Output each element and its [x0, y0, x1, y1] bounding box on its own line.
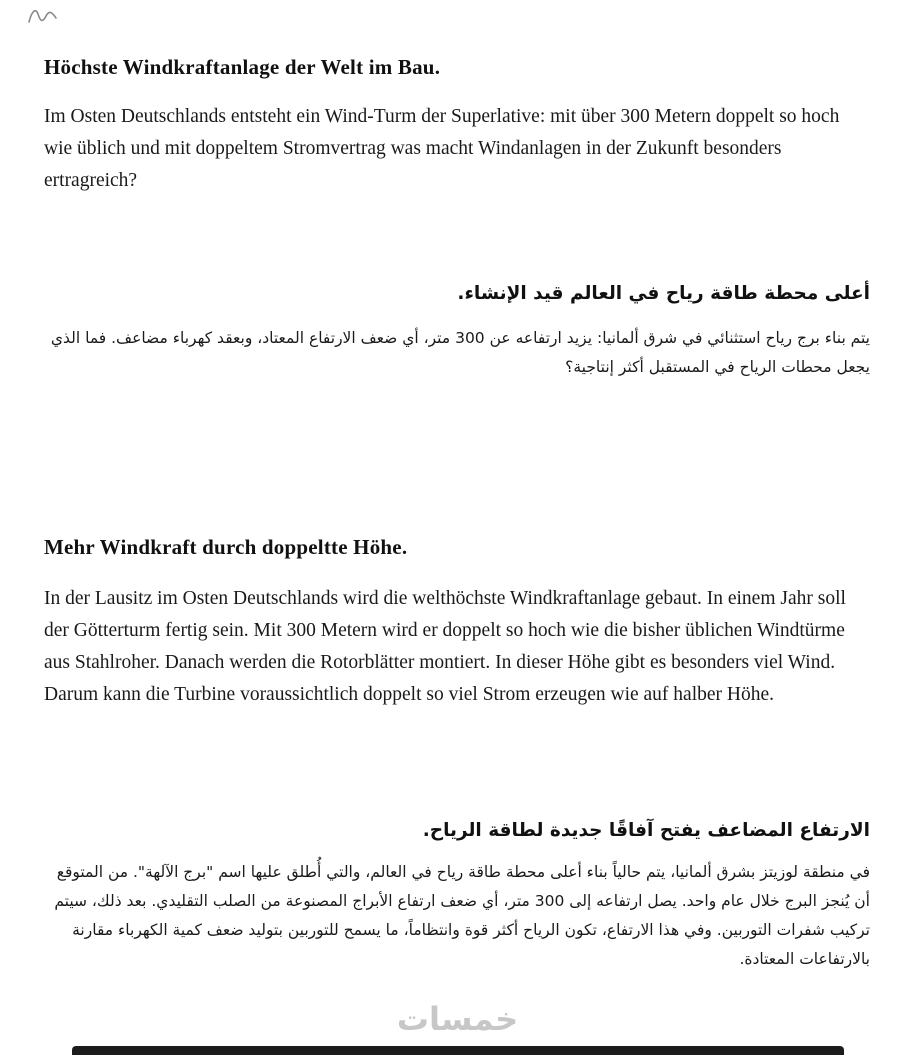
- arabic-paragraph-2: في منطقة لوزيتز بشرق ألمانيا، يتم حالياً بناء أعلى محطة طاقة رياح في العالم، والتي أُطلق عليها اسم "برج الآلهة". من المتوقع أن يُنجز البرج خلال عام واحد. يصل ارتفاعه إلى 300 متر، أي ضعف ارتفاع الأبراج المصنوعة من الصلب التقليدي. بعد ذلك، سيتم تركيب شفرات التوربين. وفي هذا الارتفاع، تكون الرياح أكثر قوة وانتظاماً، ما يسمح للتوربين بتوليد ضعف كمية الكهرباء مقارنة بالارتفاعات المعتادة.: [54, 863, 870, 968]
- german-paragraph-2: In der Lausitz im Osten Deutschlands wird die welthöchste Windkraftanlage gebaut. In einem Jahr soll der Götterturm fertig sein. Mit 300 Metern wird er doppelt so hoch wie die bisher üblichen Windtürme aus Stahlroher. Danach werden die Rotorblätter montiert. In dieser Höhe gibt es besonders viel Wind. Darum kann die Turbine voraussichtlich doppelt so viel Strom erzeugen wie auf halber Höhe.: [44, 588, 846, 705]
- khamsat-watermark: خمسات: [396, 1000, 519, 1038]
- german-heading-1: Höchste Windkraftanlage der Welt im Bau.: [44, 55, 441, 79]
- arabic-heading-1: أعلى محطة طاقة رياح في العالم قيد الإنشاء.: [457, 283, 870, 304]
- german-paragraph-1: Im Osten Deutschlands entsteht ein Wind-Turm der Superlative: mit über 300 Metern doppelt so hoch wie üblich und mit doppeltem Stromvertrag was macht Windanlagen in der Zukunft besonders ertragreich?: [44, 106, 840, 191]
- arabic-paragraph-1: يتم بناء برج رياح استثنائي في شرق ألمانيا: يزيد ارتفاعه عن 300 متر، أي ضعف الارتفاع المعتاد، وبعقد كهرباء مضاعف. فما الذي يجعل محطات الرياح في المستقبل أكثر إنتاجية؟: [50, 329, 870, 376]
- arabic-heading-2: الارتفاع المضاعف يفتح آفاقًا جديدة لطاقة الرياح.: [422, 820, 870, 841]
- bottom-bar: [72, 1046, 844, 1055]
- pen-scribble-mark: [26, 4, 60, 30]
- german-heading-2: Mehr Windkraft durch doppeltte Höhe.: [44, 535, 408, 559]
